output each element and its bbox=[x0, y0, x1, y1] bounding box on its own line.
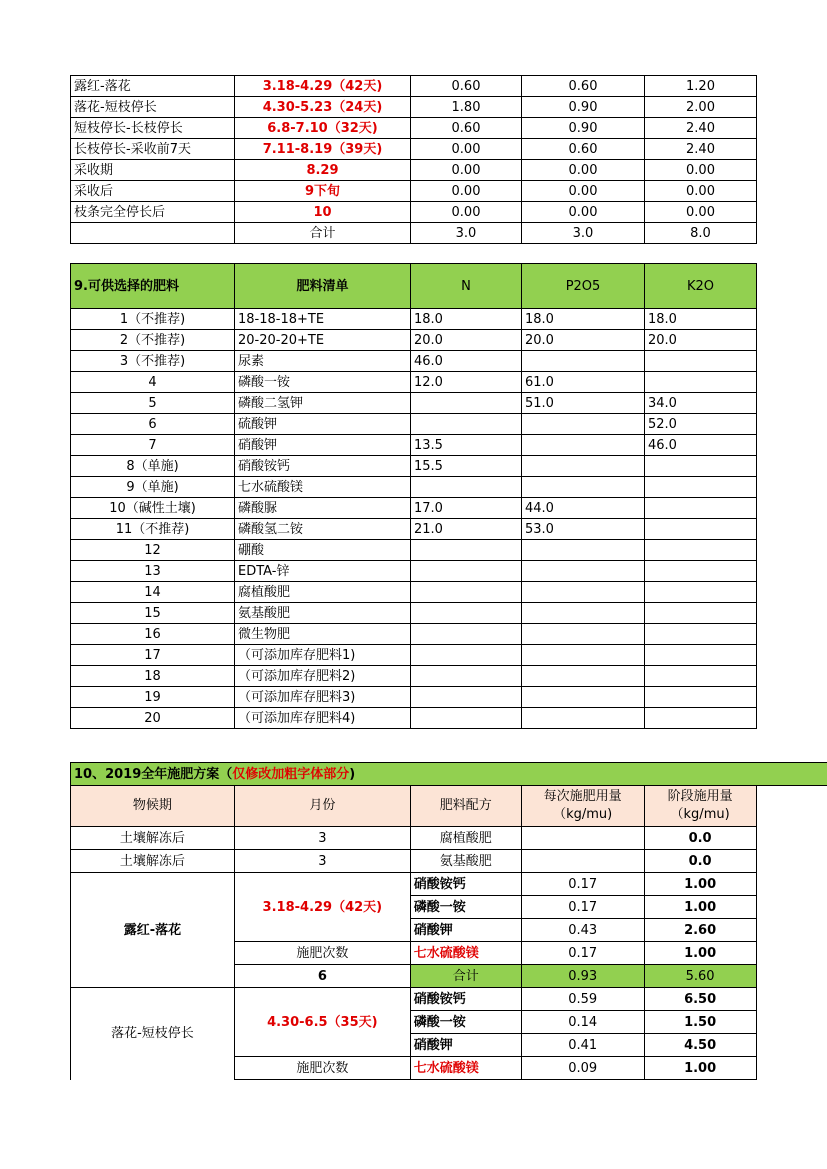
fertilizer-n bbox=[411, 666, 522, 687]
stage-name: 落花-短枝停长 bbox=[71, 97, 235, 118]
stage-n: 0.60 bbox=[411, 76, 522, 97]
fertilizer-row bbox=[71, 498, 757, 519]
fertilizer-name: （可添加库存肥料3) bbox=[235, 687, 411, 708]
fertilizer-k2o bbox=[645, 561, 757, 582]
spacer bbox=[756, 1034, 827, 1057]
total-label: 合计 bbox=[410, 965, 521, 988]
fertilizer-name: 硫酸钾 bbox=[235, 414, 411, 435]
fertilizer-name: 硝酸铵钙 bbox=[235, 456, 411, 477]
fertilizer-p2o5 bbox=[522, 414, 645, 435]
stage-name: 短枝停长-长枝停长 bbox=[71, 118, 235, 139]
plan-formula: 氨基酸肥 bbox=[410, 850, 521, 873]
stage-name: 露红-落花 bbox=[71, 76, 235, 97]
stage-period: 8.29 bbox=[235, 160, 411, 181]
spacer bbox=[756, 896, 827, 919]
stage-row bbox=[71, 118, 757, 139]
plan-amount: 1.00 bbox=[644, 873, 756, 896]
fertilizer-no: 6 bbox=[71, 414, 235, 435]
fertilizer-k2o: 46.0 bbox=[645, 435, 757, 456]
fertilizer-k2o: 52.0 bbox=[645, 414, 757, 435]
spacer bbox=[756, 1011, 827, 1034]
plan-header-stage: 物候期 bbox=[71, 786, 235, 827]
plan-amount: 1.50 bbox=[644, 1011, 756, 1034]
spacer bbox=[756, 873, 827, 896]
plan-formula: 硝酸铵钙 bbox=[410, 988, 521, 1011]
stage-period: 6.8-7.10（32天) bbox=[235, 118, 411, 139]
plan-row bbox=[71, 988, 827, 1011]
fertilizer-no: 12 bbox=[71, 540, 235, 561]
fertilizer-k2o: 20.0 bbox=[645, 330, 757, 351]
fertilizer-name: 腐植酸肥 bbox=[235, 582, 411, 603]
plan-per-time: 0.17 bbox=[521, 942, 644, 965]
fertilizer-n bbox=[411, 540, 522, 561]
fertilizer-name: 20-20-20+TE bbox=[235, 330, 411, 351]
stage-row bbox=[71, 139, 757, 160]
plan-amount: 2.60 bbox=[644, 919, 756, 942]
stage-total-row bbox=[71, 223, 757, 244]
n-header: N bbox=[411, 264, 522, 309]
fertilizer-p2o5: 61.0 bbox=[522, 372, 645, 393]
fertilizer-no: 17 bbox=[71, 645, 235, 666]
fertilizer-p2o5 bbox=[522, 561, 645, 582]
plan-amount: 0.0 bbox=[644, 827, 756, 850]
fertilizer-k2o bbox=[645, 624, 757, 645]
fertilizer-row bbox=[71, 456, 757, 477]
total-n: 3.0 bbox=[411, 223, 522, 244]
plan-row bbox=[71, 873, 827, 896]
fertilizer-row bbox=[71, 582, 757, 603]
fertilizer-no: 3（不推荐) bbox=[71, 351, 235, 372]
times-value: 6 bbox=[234, 965, 410, 988]
fertilizer-p2o5 bbox=[522, 603, 645, 624]
stage-name: 采收期 bbox=[71, 160, 235, 181]
p2o5-header: P2O5 bbox=[522, 264, 645, 309]
plan-stage: 土壤解冻后 bbox=[71, 850, 235, 873]
stage-n: 0.00 bbox=[411, 160, 522, 181]
plan-stage: 落花-短枝停长 bbox=[71, 988, 235, 1080]
stage-period: 3.18-4.29（42天) bbox=[235, 76, 411, 97]
fertilizer-p2o5 bbox=[522, 435, 645, 456]
spacer bbox=[756, 965, 827, 988]
fertilizer-no: 20 bbox=[71, 708, 235, 729]
fertilizer-row bbox=[71, 645, 757, 666]
fertilizer-name: （可添加库存肥料2) bbox=[235, 666, 411, 687]
stage-period: 9下旬 bbox=[235, 181, 411, 202]
plan-period: 4.30-6.5（35天) bbox=[234, 988, 410, 1057]
spacer bbox=[756, 850, 827, 873]
fertilizer-k2o bbox=[645, 645, 757, 666]
fertilizer-n bbox=[411, 561, 522, 582]
stage-k2o: 2.40 bbox=[645, 118, 757, 139]
plan-header-month: 月份 bbox=[234, 786, 410, 827]
fertilizer-p2o5: 44.0 bbox=[522, 498, 645, 519]
fertilizer-k2o bbox=[645, 708, 757, 729]
fertilizer-n: 12.0 bbox=[411, 372, 522, 393]
fertilizer-p2o5: 20.0 bbox=[522, 330, 645, 351]
fertilizer-row bbox=[71, 708, 757, 729]
plan-formula: 硝酸铵钙 bbox=[410, 873, 521, 896]
stage-p2o5: 0.00 bbox=[522, 181, 645, 202]
fertilizer-row bbox=[71, 540, 757, 561]
plan-amount: 1.00 bbox=[644, 1057, 756, 1080]
fertilizer-name: 硼酸 bbox=[235, 540, 411, 561]
stage-p2o5: 0.90 bbox=[522, 118, 645, 139]
fertilizer-n bbox=[411, 603, 522, 624]
fertilizer-n bbox=[411, 708, 522, 729]
stage-n: 0.60 bbox=[411, 118, 522, 139]
plan-formula: 磷酸一铵 bbox=[410, 1011, 521, 1034]
fertilizer-n: 13.5 bbox=[411, 435, 522, 456]
fertilizer-n bbox=[411, 582, 522, 603]
total-amount: 5.60 bbox=[644, 965, 756, 988]
fertilizer-k2o bbox=[645, 456, 757, 477]
fertilizer-no: 16 bbox=[71, 624, 235, 645]
empty-cell bbox=[71, 223, 235, 244]
fertilizer-row bbox=[71, 351, 757, 372]
plan-formula: 硝酸钾 bbox=[410, 1034, 521, 1057]
fertilizer-no: 15 bbox=[71, 603, 235, 624]
fertilizer-name: （可添加库存肥料4) bbox=[235, 708, 411, 729]
fertilizer-k2o: 34.0 bbox=[645, 393, 757, 414]
fertilizer-p2o5 bbox=[522, 456, 645, 477]
plan-per-time: 0.41 bbox=[521, 1034, 644, 1057]
fertilizer-n bbox=[411, 393, 522, 414]
fertilizer-name: 磷酸二氢钾 bbox=[235, 393, 411, 414]
fertilizer-name: 微生物肥 bbox=[235, 624, 411, 645]
fertilizer-no: 5 bbox=[71, 393, 235, 414]
stage-name: 枝条完全停长后 bbox=[71, 202, 235, 223]
fertilizer-name: 尿素 bbox=[235, 351, 411, 372]
fertilizer-p2o5: 51.0 bbox=[522, 393, 645, 414]
fertilizer-no: 11（不推荐) bbox=[71, 519, 235, 540]
fertilizer-no: 2（不推荐) bbox=[71, 330, 235, 351]
fertilizer-p2o5 bbox=[522, 666, 645, 687]
fertilizer-k2o bbox=[645, 666, 757, 687]
stage-name: 采收后 bbox=[71, 181, 235, 202]
fertilizer-no: 9（单施) bbox=[71, 477, 235, 498]
stage-n: 0.00 bbox=[411, 139, 522, 160]
fertilizer-name: 七水硫酸镁 bbox=[235, 477, 411, 498]
plan-month: 3 bbox=[234, 850, 410, 873]
fertilizer-row bbox=[71, 435, 757, 456]
plan-amount: 4.50 bbox=[644, 1034, 756, 1057]
plan-formula: 腐植酸肥 bbox=[410, 827, 521, 850]
stage-row bbox=[71, 181, 757, 202]
fertilizer-list-header: 肥料清单 bbox=[235, 264, 411, 309]
stage-nutrient-table bbox=[70, 75, 757, 244]
stage-period: 4.30-5.23（24天) bbox=[235, 97, 411, 118]
plan-row bbox=[71, 827, 827, 850]
plan-amount: 6.50 bbox=[644, 988, 756, 1011]
stage-row bbox=[71, 76, 757, 97]
stage-row bbox=[71, 97, 757, 118]
fertilizer-no: 8（单施) bbox=[71, 456, 235, 477]
fertilizer-p2o5 bbox=[522, 624, 645, 645]
plan-stage: 露红-落花 bbox=[71, 873, 235, 988]
annual-plan-table bbox=[70, 762, 827, 1080]
fertilizer-k2o bbox=[645, 603, 757, 624]
fertilizer-no: 10（碱性土壤) bbox=[71, 498, 235, 519]
plan-formula: 磷酸一铵 bbox=[410, 896, 521, 919]
fertilizer-row bbox=[71, 519, 757, 540]
fertilizer-name: 磷酸脲 bbox=[235, 498, 411, 519]
fertilizer-name: 氨基酸肥 bbox=[235, 603, 411, 624]
fertilizer-k2o bbox=[645, 540, 757, 561]
plan-per-time: 0.17 bbox=[521, 873, 644, 896]
plan-header-per-time: 每次施肥用量（kg/mu) bbox=[521, 786, 644, 827]
stage-p2o5: 0.60 bbox=[522, 139, 645, 160]
fertilizer-n bbox=[411, 645, 522, 666]
fertilizer-row bbox=[71, 561, 757, 582]
fertilizer-p2o5: 53.0 bbox=[522, 519, 645, 540]
fertilizer-p2o5 bbox=[522, 477, 645, 498]
total-p2o5: 3.0 bbox=[522, 223, 645, 244]
fertilizer-no: 19 bbox=[71, 687, 235, 708]
fertilizer-row bbox=[71, 624, 757, 645]
total-k2o: 8.0 bbox=[645, 223, 757, 244]
fertilizer-p2o5 bbox=[522, 540, 645, 561]
plan-amount: 1.00 bbox=[644, 942, 756, 965]
fertilizer-no: 18 bbox=[71, 666, 235, 687]
plan-per-time bbox=[521, 827, 644, 850]
fertilizer-row bbox=[71, 687, 757, 708]
stage-row bbox=[71, 202, 757, 223]
fertilizer-row bbox=[71, 414, 757, 435]
plan-header-formula: 肥料配方 bbox=[410, 786, 521, 827]
stage-p2o5: 0.60 bbox=[522, 76, 645, 97]
fertilizer-p2o5: 18.0 bbox=[522, 309, 645, 330]
fertilizer-row bbox=[71, 330, 757, 351]
fertilizer-k2o bbox=[645, 582, 757, 603]
fertilizer-n: 15.5 bbox=[411, 456, 522, 477]
plan-title: 10、2019全年施肥方案（仅修改加粗字体部分) bbox=[71, 763, 827, 786]
spacer bbox=[756, 919, 827, 942]
plan-per-time: 0.09 bbox=[521, 1057, 644, 1080]
stage-n: 1.80 bbox=[411, 97, 522, 118]
fertilizer-name: 磷酸氢二铵 bbox=[235, 519, 411, 540]
total-per-time: 0.93 bbox=[521, 965, 644, 988]
fertilizer-no: 4 bbox=[71, 372, 235, 393]
fertilizer-n: 46.0 bbox=[411, 351, 522, 372]
stage-k2o: 1.20 bbox=[645, 76, 757, 97]
total-label: 合计 bbox=[235, 223, 411, 244]
fertilizer-p2o5 bbox=[522, 687, 645, 708]
plan-per-time: 0.59 bbox=[521, 988, 644, 1011]
fertilizer-no: 13 bbox=[71, 561, 235, 582]
fertilizer-row bbox=[71, 393, 757, 414]
fertilizer-p2o5 bbox=[522, 582, 645, 603]
spacer bbox=[756, 942, 827, 965]
fertilizer-name: （可添加库存肥料1) bbox=[235, 645, 411, 666]
plan-per-time bbox=[521, 850, 644, 873]
stage-name: 长枝停长-采收前7天 bbox=[71, 139, 235, 160]
fertilizer-row bbox=[71, 309, 757, 330]
stage-k2o: 0.00 bbox=[645, 181, 757, 202]
plan-stage: 土壤解冻后 bbox=[71, 827, 235, 850]
fertilizer-row bbox=[71, 372, 757, 393]
spacer bbox=[756, 1057, 827, 1080]
fertilizer-n bbox=[411, 687, 522, 708]
fertilizer-no: 14 bbox=[71, 582, 235, 603]
fertilizer-n bbox=[411, 477, 522, 498]
fertilizer-n bbox=[411, 624, 522, 645]
fertilizer-no: 7 bbox=[71, 435, 235, 456]
stage-k2o: 0.00 bbox=[645, 160, 757, 181]
stage-period: 7.11-8.19（39天) bbox=[235, 139, 411, 160]
fertilizer-k2o: 18.0 bbox=[645, 309, 757, 330]
plan-formula: 七水硫酸镁 bbox=[410, 942, 521, 965]
plan-period: 3.18-4.29（42天) bbox=[234, 873, 410, 942]
plan-amount: 1.00 bbox=[644, 896, 756, 919]
plan-header-stage-amount: 阶段施用量（kg/mu) bbox=[644, 786, 756, 827]
plan-row bbox=[71, 850, 827, 873]
stage-p2o5: 0.00 bbox=[522, 160, 645, 181]
fertilizer-n: 18.0 bbox=[411, 309, 522, 330]
fertilizer-n: 17.0 bbox=[411, 498, 522, 519]
fertilizer-k2o bbox=[645, 351, 757, 372]
fertilizer-section-title: 9.可供选择的肥料 bbox=[71, 264, 235, 309]
fertilizer-no: 1（不推荐) bbox=[71, 309, 235, 330]
fertilizer-n bbox=[411, 414, 522, 435]
stage-row bbox=[71, 160, 757, 181]
fertilizer-row bbox=[71, 666, 757, 687]
fertilizer-n: 21.0 bbox=[411, 519, 522, 540]
k2o-header: K2O bbox=[645, 264, 757, 309]
times-label: 施肥次数 bbox=[234, 942, 410, 965]
fertilizer-list-table bbox=[70, 263, 757, 729]
fertilizer-k2o bbox=[645, 498, 757, 519]
plan-amount: 0.0 bbox=[644, 850, 756, 873]
stage-k2o: 2.40 bbox=[645, 139, 757, 160]
fertilizer-n: 20.0 bbox=[411, 330, 522, 351]
fertilizer-name: 硝酸钾 bbox=[235, 435, 411, 456]
fertilizer-k2o bbox=[645, 687, 757, 708]
fertilizer-p2o5 bbox=[522, 645, 645, 666]
fertilizer-row bbox=[71, 477, 757, 498]
spacer bbox=[756, 988, 827, 1011]
plan-month: 3 bbox=[234, 827, 410, 850]
stage-p2o5: 0.90 bbox=[522, 97, 645, 118]
times-label: 施肥次数 bbox=[234, 1057, 410, 1080]
stage-k2o: 0.00 bbox=[645, 202, 757, 223]
stage-period: 10 bbox=[235, 202, 411, 223]
spacer bbox=[756, 827, 827, 850]
plan-per-time: 0.17 bbox=[521, 896, 644, 919]
fertilizer-p2o5 bbox=[522, 708, 645, 729]
fertilizer-p2o5 bbox=[522, 351, 645, 372]
fertilizer-name: 18-18-18+TE bbox=[235, 309, 411, 330]
stage-n: 0.00 bbox=[411, 181, 522, 202]
plan-per-time: 0.14 bbox=[521, 1011, 644, 1034]
stage-k2o: 2.00 bbox=[645, 97, 757, 118]
stage-p2o5: 0.00 bbox=[522, 202, 645, 223]
plan-formula: 硝酸钾 bbox=[410, 919, 521, 942]
fertilizer-name: EDTA-锌 bbox=[235, 561, 411, 582]
fertilizer-k2o bbox=[645, 477, 757, 498]
fertilizer-k2o bbox=[645, 372, 757, 393]
stage-n: 0.00 bbox=[411, 202, 522, 223]
plan-per-time: 0.43 bbox=[521, 919, 644, 942]
plan-formula: 七水硫酸镁 bbox=[410, 1057, 521, 1080]
fertilizer-k2o bbox=[645, 519, 757, 540]
fertilizer-row bbox=[71, 603, 757, 624]
fertilizer-name: 磷酸一铵 bbox=[235, 372, 411, 393]
